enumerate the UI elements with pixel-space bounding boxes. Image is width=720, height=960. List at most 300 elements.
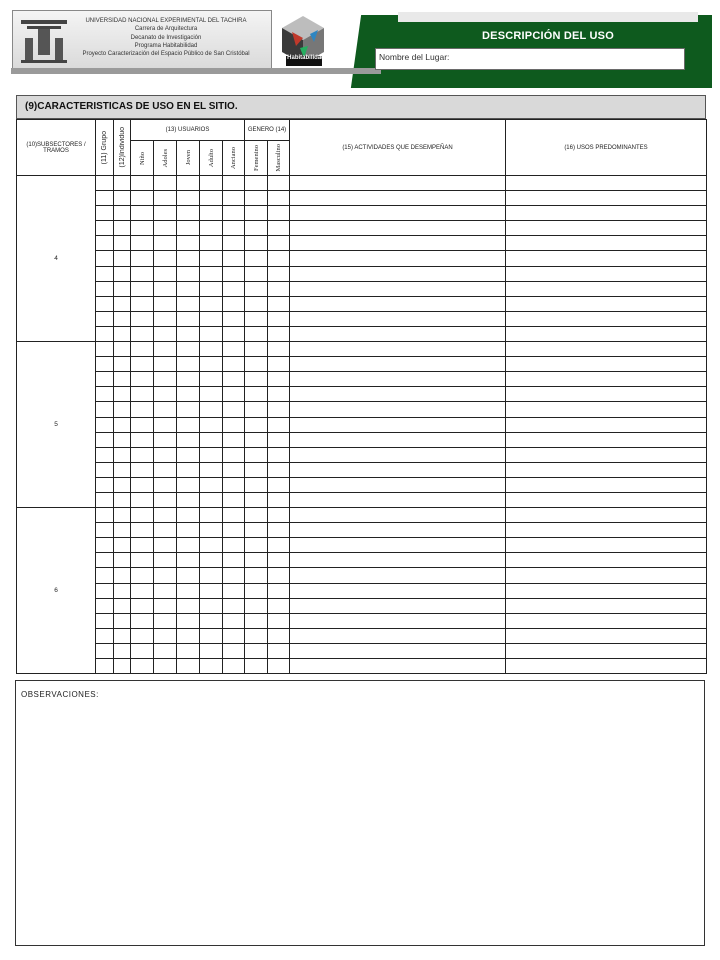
table-cell[interactable] [506,236,707,251]
table-cell[interactable] [268,176,290,191]
table-cell[interactable] [245,281,268,296]
table-cell[interactable] [154,628,177,643]
table-cell[interactable] [245,659,268,674]
table-cell[interactable] [245,523,268,538]
table-cell[interactable] [96,281,114,296]
table-cell[interactable] [114,206,131,221]
table-cell[interactable] [268,432,290,447]
table-cell[interactable] [177,326,200,341]
table-cell[interactable] [177,462,200,477]
table-cell[interactable] [223,342,245,357]
table-cell[interactable] [245,462,268,477]
table-cell[interactable] [290,432,506,447]
table-cell[interactable] [245,296,268,311]
table-cell[interactable] [506,613,707,628]
table-cell[interactable] [223,221,245,236]
table-cell[interactable] [245,643,268,658]
table-cell[interactable] [200,477,223,492]
table-cell[interactable] [131,583,154,598]
table-cell[interactable] [245,311,268,326]
table-cell[interactable] [114,508,131,523]
table-cell[interactable] [114,583,131,598]
table-cell[interactable] [268,236,290,251]
table-cell[interactable] [96,477,114,492]
table-cell[interactable] [506,417,707,432]
table-cell[interactable] [177,598,200,613]
table-cell[interactable] [200,251,223,266]
table-cell[interactable] [177,357,200,372]
table-cell[interactable] [131,387,154,402]
table-cell[interactable] [177,176,200,191]
table-cell[interactable] [131,659,154,674]
table-cell[interactable] [506,342,707,357]
table-cell[interactable] [245,326,268,341]
table-cell[interactable] [177,613,200,628]
table-cell[interactable] [290,553,506,568]
table-cell[interactable] [290,326,506,341]
table-cell[interactable] [131,236,154,251]
table-cell[interactable] [177,417,200,432]
table-cell[interactable] [506,281,707,296]
table-cell[interactable] [223,553,245,568]
table-cell[interactable] [177,236,200,251]
table-cell[interactable] [506,508,707,523]
table-cell[interactable] [290,447,506,462]
table-cell[interactable] [223,251,245,266]
table-cell[interactable] [131,568,154,583]
table-cell[interactable] [114,447,131,462]
observations-input[interactable] [21,705,701,943]
table-cell[interactable] [96,613,114,628]
table-cell[interactable] [223,583,245,598]
table-cell[interactable] [223,659,245,674]
table-cell[interactable] [96,191,114,206]
table-cell[interactable] [177,281,200,296]
table-cell[interactable] [96,206,114,221]
table-cell[interactable] [114,296,131,311]
table-cell[interactable] [506,402,707,417]
table-cell[interactable] [245,477,268,492]
table-cell[interactable] [131,553,154,568]
table-cell[interactable] [223,176,245,191]
table-cell[interactable] [200,538,223,553]
table-cell[interactable] [114,643,131,658]
table-cell[interactable] [290,659,506,674]
table-cell[interactable] [268,628,290,643]
table-cell[interactable] [506,221,707,236]
table-cell[interactable] [96,538,114,553]
table-cell[interactable] [290,523,506,538]
table-cell[interactable] [177,553,200,568]
table-cell[interactable] [177,251,200,266]
table-cell[interactable] [506,266,707,281]
table-cell[interactable] [154,281,177,296]
table-cell[interactable] [114,387,131,402]
table-cell[interactable] [200,191,223,206]
table-cell[interactable] [131,357,154,372]
table-cell[interactable] [96,583,114,598]
table-cell[interactable] [200,628,223,643]
table-cell[interactable] [114,251,131,266]
table-cell[interactable] [200,326,223,341]
table-cell[interactable] [223,538,245,553]
table-cell[interactable] [268,402,290,417]
table-cell[interactable] [223,643,245,658]
table-cell[interactable] [154,357,177,372]
table-cell[interactable] [245,583,268,598]
table-cell[interactable] [506,523,707,538]
table-cell[interactable] [154,643,177,658]
table-cell[interactable] [131,176,154,191]
table-cell[interactable] [223,372,245,387]
table-cell[interactable] [200,508,223,523]
table-cell[interactable] [177,447,200,462]
table-cell[interactable] [245,206,268,221]
table-cell[interactable] [506,553,707,568]
table-cell[interactable] [154,568,177,583]
table-cell[interactable] [223,387,245,402]
table-cell[interactable] [506,311,707,326]
table-cell[interactable] [268,387,290,402]
table-cell[interactable] [290,311,506,326]
table-cell[interactable] [200,387,223,402]
table-cell[interactable] [290,251,506,266]
table-cell[interactable] [96,236,114,251]
table-cell[interactable] [268,326,290,341]
table-cell[interactable] [154,311,177,326]
table-cell[interactable] [223,598,245,613]
table-cell[interactable] [506,296,707,311]
table-cell[interactable] [177,643,200,658]
table-cell[interactable] [290,583,506,598]
table-cell[interactable] [96,296,114,311]
table-cell[interactable] [290,281,506,296]
table-cell[interactable] [96,372,114,387]
table-cell[interactable] [114,462,131,477]
table-cell[interactable] [223,357,245,372]
table-cell[interactable] [177,432,200,447]
table-cell[interactable] [290,643,506,658]
table-cell[interactable] [200,296,223,311]
table-cell[interactable] [154,447,177,462]
table-cell[interactable] [114,659,131,674]
table-cell[interactable] [268,266,290,281]
table-cell[interactable] [114,357,131,372]
table-cell[interactable] [290,568,506,583]
table-cell[interactable] [96,387,114,402]
table-cell[interactable] [268,342,290,357]
table-cell[interactable] [245,342,268,357]
table-cell[interactable] [114,628,131,643]
table-cell[interactable] [96,342,114,357]
table-cell[interactable] [131,628,154,643]
table-cell[interactable] [223,508,245,523]
table-cell[interactable] [96,266,114,281]
table-cell[interactable] [154,221,177,236]
table-cell[interactable] [290,342,506,357]
table-cell[interactable] [245,191,268,206]
table-cell[interactable] [223,236,245,251]
table-cell[interactable] [268,296,290,311]
table-cell[interactable] [96,523,114,538]
table-cell[interactable] [245,402,268,417]
table-cell[interactable] [506,643,707,658]
table-cell[interactable] [131,221,154,236]
table-cell[interactable] [154,191,177,206]
table-cell[interactable] [177,538,200,553]
table-cell[interactable] [506,372,707,387]
table-cell[interactable] [96,432,114,447]
table-cell[interactable] [96,176,114,191]
table-cell[interactable] [96,447,114,462]
table-cell[interactable] [131,613,154,628]
table-cell[interactable] [154,372,177,387]
table-cell[interactable] [177,568,200,583]
table-cell[interactable] [290,492,506,507]
table-cell[interactable] [114,432,131,447]
table-cell[interactable] [268,643,290,658]
table-cell[interactable] [223,266,245,281]
table-cell[interactable] [290,206,506,221]
table-cell[interactable] [245,628,268,643]
table-cell[interactable] [506,176,707,191]
table-cell[interactable] [245,236,268,251]
table-cell[interactable] [290,266,506,281]
table-cell[interactable] [114,402,131,417]
table-cell[interactable] [290,613,506,628]
table-cell[interactable] [223,432,245,447]
table-cell[interactable] [200,266,223,281]
table-cell[interactable] [245,266,268,281]
table-cell[interactable] [154,583,177,598]
table-cell[interactable] [131,447,154,462]
table-cell[interactable] [154,432,177,447]
table-cell[interactable] [200,176,223,191]
table-cell[interactable] [177,191,200,206]
place-name-field[interactable] [375,48,685,70]
table-cell[interactable] [200,281,223,296]
table-cell[interactable] [177,372,200,387]
table-cell[interactable] [223,417,245,432]
table-cell[interactable] [177,221,200,236]
table-cell[interactable] [200,432,223,447]
table-cell[interactable] [245,372,268,387]
table-cell[interactable] [154,251,177,266]
table-cell[interactable] [200,613,223,628]
table-cell[interactable] [268,462,290,477]
table-cell[interactable] [223,311,245,326]
table-cell[interactable] [506,206,707,221]
table-cell[interactable] [114,266,131,281]
table-cell[interactable] [290,477,506,492]
table-cell[interactable] [290,417,506,432]
table-cell[interactable] [154,402,177,417]
table-cell[interactable] [131,266,154,281]
table-cell[interactable] [223,523,245,538]
table-cell[interactable] [114,221,131,236]
table-cell[interactable] [177,523,200,538]
table-cell[interactable] [268,523,290,538]
table-cell[interactable] [177,296,200,311]
table-cell[interactable] [114,311,131,326]
table-cell[interactable] [223,568,245,583]
table-cell[interactable] [154,553,177,568]
table-cell[interactable] [506,598,707,613]
table-cell[interactable] [290,176,506,191]
table-cell[interactable] [290,462,506,477]
table-cell[interactable] [154,462,177,477]
table-cell[interactable] [506,492,707,507]
table-cell[interactable] [96,251,114,266]
table-cell[interactable] [177,311,200,326]
table-cell[interactable] [114,553,131,568]
table-cell[interactable] [131,643,154,658]
table-cell[interactable] [96,643,114,658]
table-cell[interactable] [177,402,200,417]
table-cell[interactable] [200,236,223,251]
table-cell[interactable] [506,447,707,462]
table-cell[interactable] [177,387,200,402]
table-cell[interactable] [114,236,131,251]
table-cell[interactable] [154,296,177,311]
table-cell[interactable] [131,523,154,538]
table-cell[interactable] [96,417,114,432]
table-cell[interactable] [96,402,114,417]
table-cell[interactable] [223,296,245,311]
table-cell[interactable] [177,628,200,643]
table-cell[interactable] [245,357,268,372]
table-cell[interactable] [506,462,707,477]
table-cell[interactable] [114,538,131,553]
table-cell[interactable] [131,191,154,206]
table-cell[interactable] [268,659,290,674]
table-cell[interactable] [131,508,154,523]
table-cell[interactable] [200,357,223,372]
table-cell[interactable] [268,372,290,387]
table-cell[interactable] [114,492,131,507]
table-cell[interactable] [154,523,177,538]
table-cell[interactable] [114,417,131,432]
table-cell[interactable] [200,568,223,583]
table-cell[interactable] [245,598,268,613]
table-cell[interactable] [245,251,268,266]
table-cell[interactable] [154,326,177,341]
table-cell[interactable] [268,251,290,266]
table-cell[interactable] [154,206,177,221]
table-cell[interactable] [268,447,290,462]
table-cell[interactable] [506,191,707,206]
table-cell[interactable] [131,296,154,311]
table-cell[interactable] [245,492,268,507]
table-cell[interactable] [114,342,131,357]
table-cell[interactable] [131,538,154,553]
table-cell[interactable] [96,568,114,583]
table-cell[interactable] [245,568,268,583]
table-cell[interactable] [131,477,154,492]
table-cell[interactable] [154,266,177,281]
table-cell[interactable] [245,613,268,628]
table-cell[interactable] [200,447,223,462]
table-cell[interactable] [131,402,154,417]
table-cell[interactable] [268,492,290,507]
table-cell[interactable] [290,372,506,387]
table-cell[interactable] [177,659,200,674]
table-cell[interactable] [290,508,506,523]
table-cell[interactable] [223,477,245,492]
table-cell[interactable] [177,266,200,281]
table-cell[interactable] [268,221,290,236]
table-cell[interactable] [245,176,268,191]
table-cell[interactable] [223,447,245,462]
table-cell[interactable] [154,538,177,553]
table-cell[interactable] [245,221,268,236]
table-cell[interactable] [245,432,268,447]
table-cell[interactable] [200,598,223,613]
table-cell[interactable] [290,221,506,236]
table-cell[interactable] [131,417,154,432]
table-cell[interactable] [131,281,154,296]
table-cell[interactable] [177,206,200,221]
table-cell[interactable] [114,281,131,296]
table-cell[interactable] [96,659,114,674]
table-cell[interactable] [200,462,223,477]
table-cell[interactable] [290,357,506,372]
table-cell[interactable] [96,508,114,523]
table-cell[interactable] [223,492,245,507]
table-cell[interactable] [114,326,131,341]
table-cell[interactable] [268,311,290,326]
table-cell[interactable] [154,613,177,628]
table-cell[interactable] [506,251,707,266]
table-cell[interactable] [131,492,154,507]
table-cell[interactable] [154,417,177,432]
table-cell[interactable] [268,281,290,296]
table-cell[interactable] [200,583,223,598]
table-cell[interactable] [200,417,223,432]
table-cell[interactable] [131,432,154,447]
table-cell[interactable] [290,236,506,251]
table-cell[interactable] [154,236,177,251]
table-cell[interactable] [131,206,154,221]
table-cell[interactable] [200,402,223,417]
table-cell[interactable] [131,251,154,266]
table-cell[interactable] [268,598,290,613]
table-cell[interactable] [290,387,506,402]
table-cell[interactable] [268,538,290,553]
table-cell[interactable] [200,311,223,326]
table-cell[interactable] [290,598,506,613]
table-cell[interactable] [131,598,154,613]
table-cell[interactable] [131,326,154,341]
table-cell[interactable] [114,613,131,628]
table-cell[interactable] [114,191,131,206]
table-cell[interactable] [177,583,200,598]
table-cell[interactable] [114,523,131,538]
table-cell[interactable] [290,628,506,643]
table-cell[interactable] [200,659,223,674]
table-cell[interactable] [506,583,707,598]
table-cell[interactable] [245,417,268,432]
table-cell[interactable] [268,583,290,598]
table-cell[interactable] [223,191,245,206]
table-cell[interactable] [200,492,223,507]
table-cell[interactable] [114,372,131,387]
table-cell[interactable] [506,357,707,372]
table-cell[interactable] [245,447,268,462]
table-cell[interactable] [245,508,268,523]
table-cell[interactable] [268,477,290,492]
table-cell[interactable] [177,492,200,507]
